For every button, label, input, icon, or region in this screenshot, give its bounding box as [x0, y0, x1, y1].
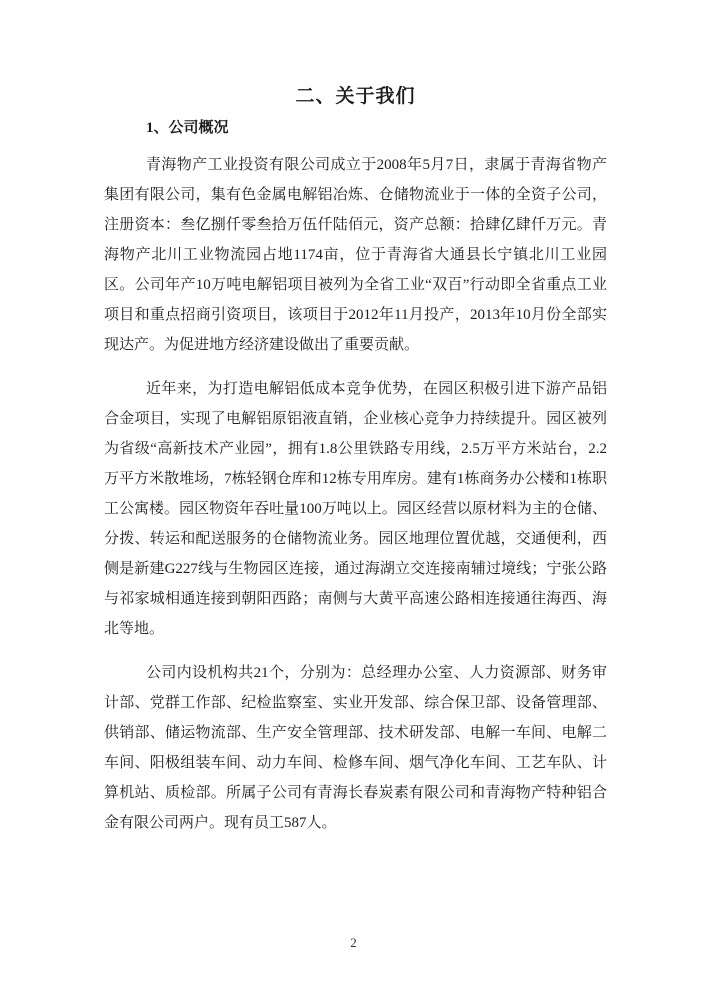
paragraph-park-facilities: 近年来，为打造电解铝低成本竞争优势，在园区积极引进下游产品铝合金项目，实现了电解铝原铝液直销，企业核心竞争力持续提升。园区被列为省级“高新技术产业园”，拥有1.8公里铁路专用线，2.5万平方米站台，2.2万平方米散堆场，7栋轻钢仓库和12栋专用库房。建有1栋商务办公楼和1栋职工公寓楼。园区物资年吞吐量100万吨以上。园区经营以原材料为主的仓储、分拨、转运和配送服务的仓储物流业务。园区地理位置优越，交通便利，西侧是新建G227线与生物园区连接，通过海湖立交连接南辅过境线；宁张公路与祁家城相通连接到朝阳西路；南侧与大黄平高速公路相连接通往海西、海北等地。: [104, 381, 607, 637]
section-heading: 1、公司概况: [146, 120, 229, 136]
paragraph-internal-organization: 公司内设机构共21个，分别为：总经理办公室、人力资源部、财务审计部、党群工作部、纪检监察室、实业开发部、综合保卫部、设备管理部、供销部、储运物流部、生产安全管理部、技术研发部、电解一车间、电解二车间、阳极组装车间、动力车间、检修车间、烟气净化车间、工艺车队、计算机站、质检部。所属子公司有青海长春炭素有限公司和青海物产特种铝合金有限公司两户。现有员工587人。: [104, 665, 607, 831]
paragraph-company-overview: 青海物产工业投资有限公司成立于2008年5月7日，隶属于青海省物产集团有限公司，集有色金属电解铝冶炼、仓储物流业于一体的全资子公司，注册资本：叁亿捌仟零叁拾万伍仟陆佰元，资产总额：拾肆亿肆仟万元。青海物产北川工业物流园占地1174亩，位于青海省大通县长宁镇北川工业园区。公司年产10万吨电解铝项目被列为全省工业“双百”行动即全省重点工业项目和重点招商引资项目，该项目于2012年11月投产，2013年10月份全部实现达产。为促进地方经济建设做出了重要贡献。: [104, 157, 607, 353]
document-title: 二、关于我们: [295, 86, 416, 107]
page-number: 2: [350, 935, 357, 950]
